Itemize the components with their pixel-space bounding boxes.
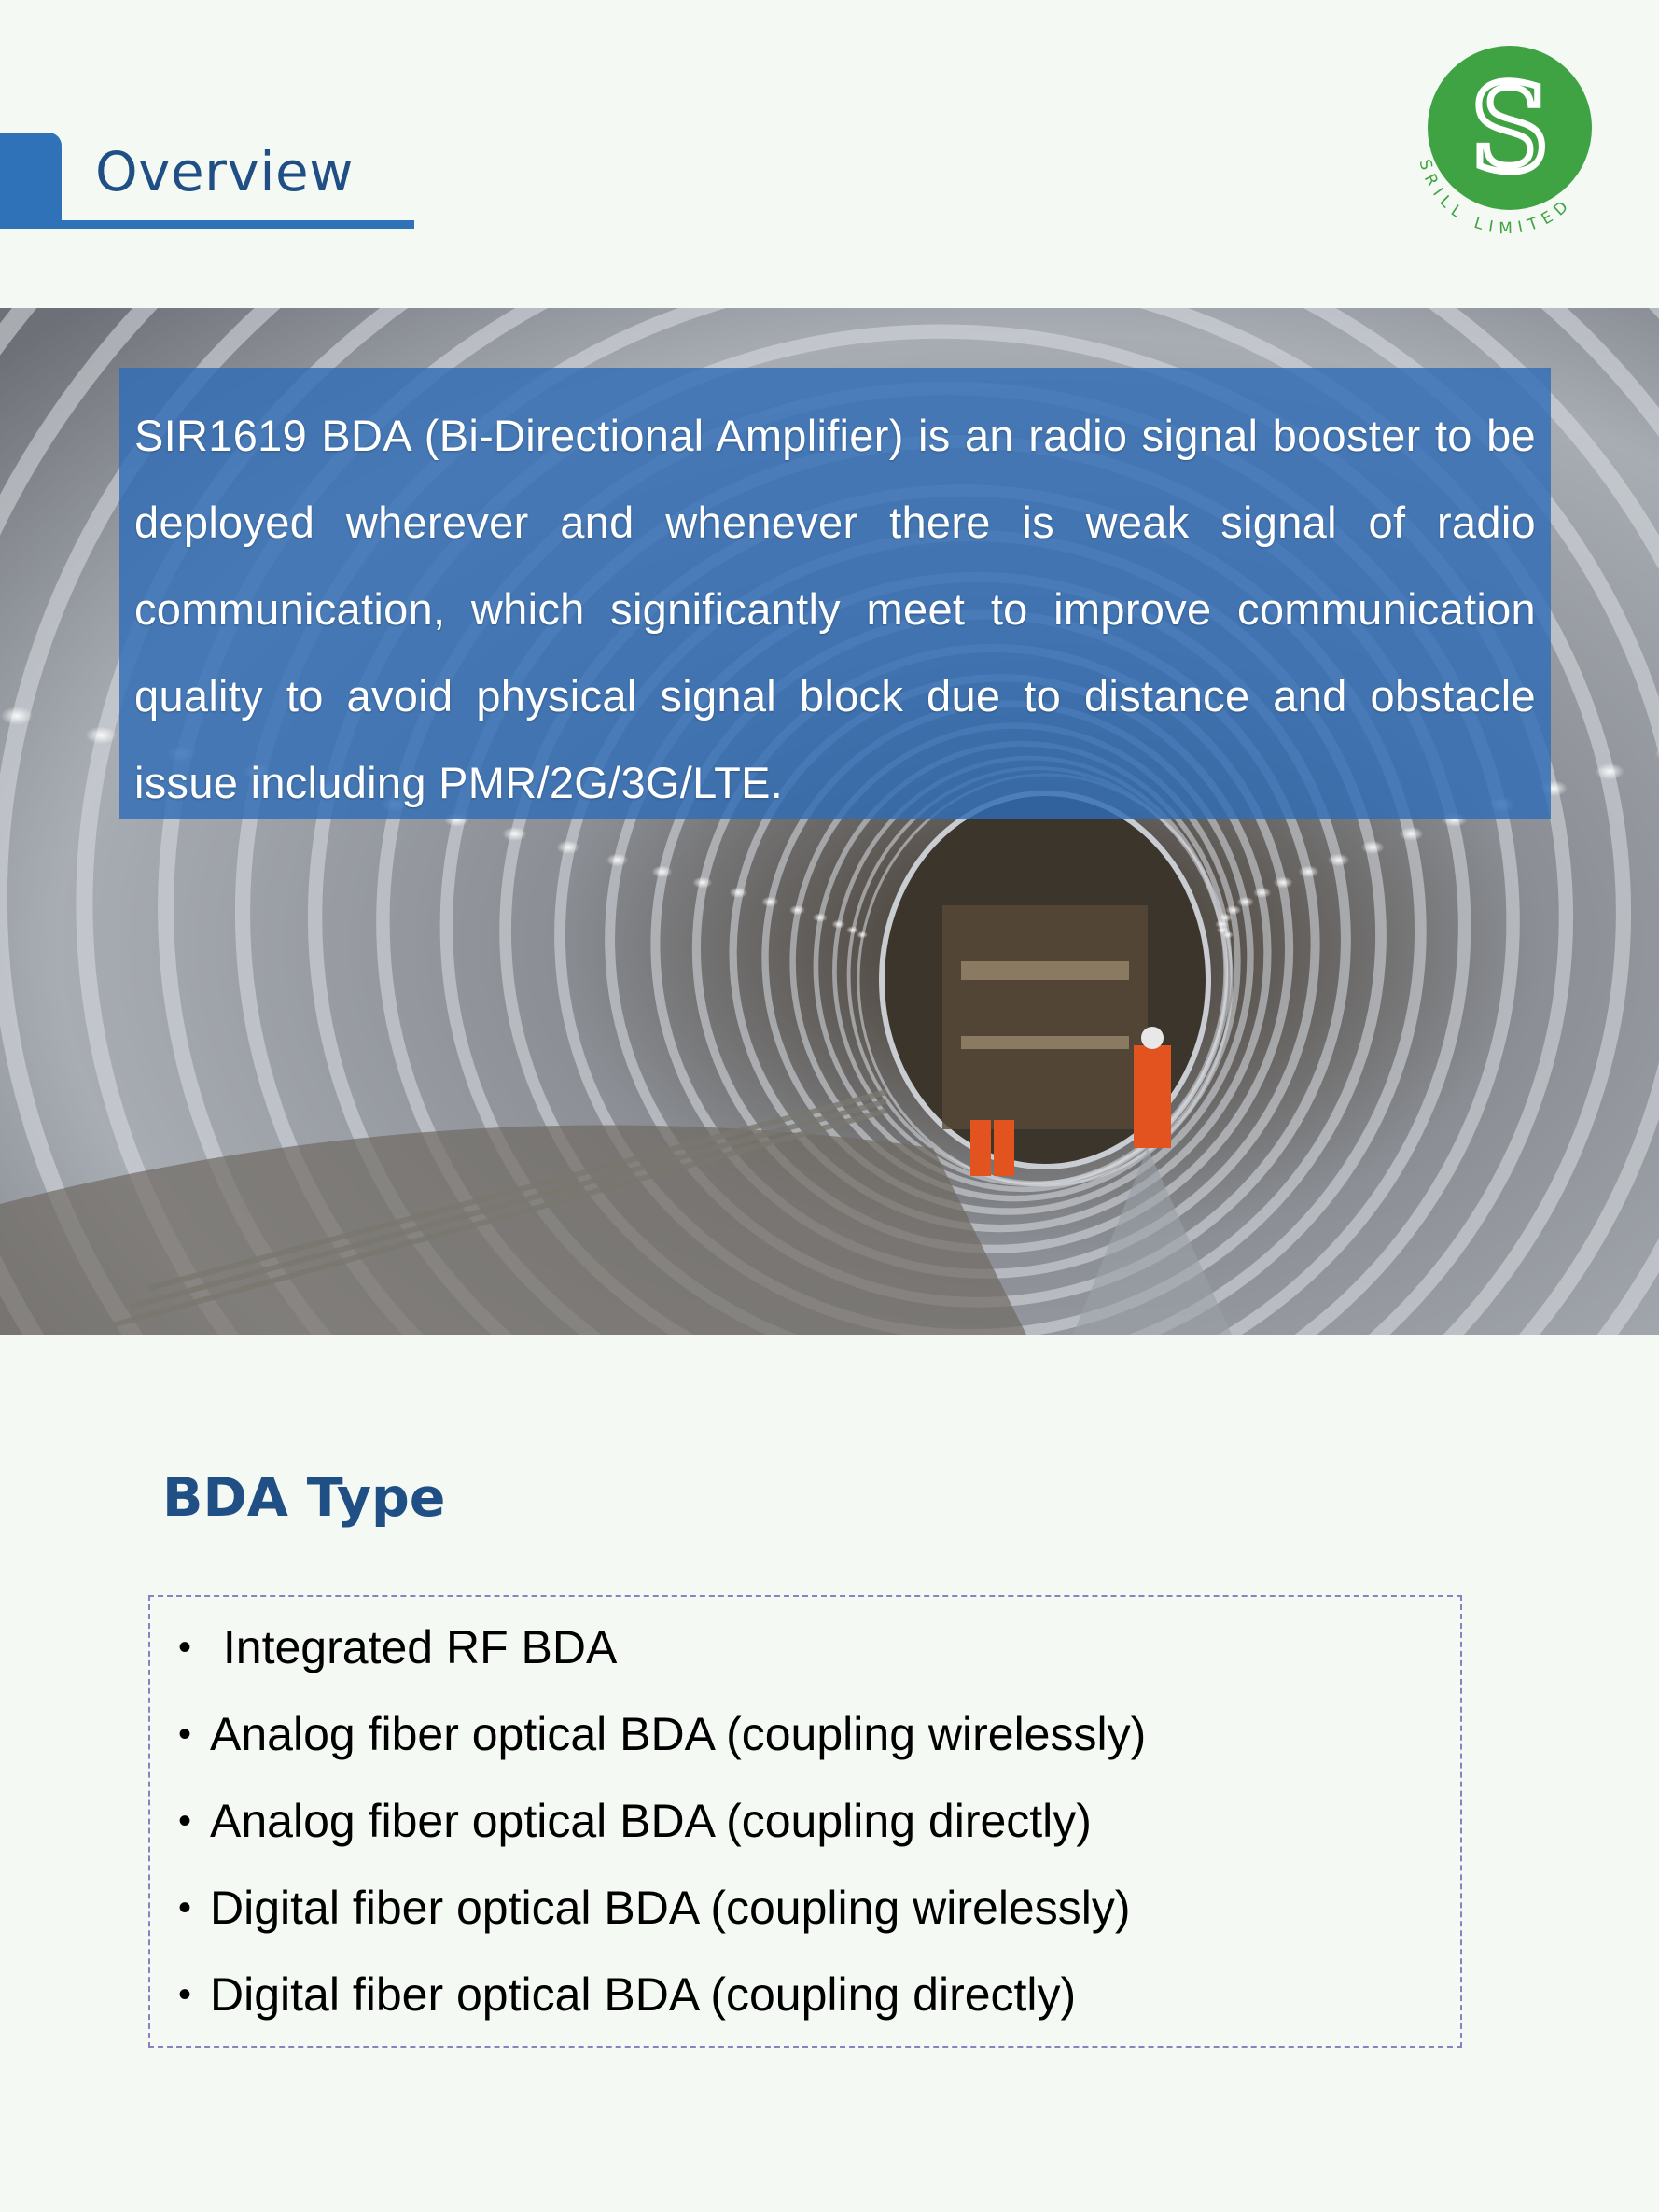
list-item <box>160 1793 1460 1880</box>
header-tab-accent <box>0 133 62 226</box>
srill-logo <box>1400 37 1614 252</box>
bullet: • <box>177 1627 191 1668</box>
bda-type-list <box>148 1595 1462 2048</box>
header-underline <box>0 220 414 229</box>
list-item <box>160 1880 1460 1967</box>
overview-description-box <box>119 368 1551 819</box>
overview-description: SIR1619 BDA (Bi-Directional Amplifier) is an radio signal booster to be deployed wherever and whenever there is weak signal of radio communication, which significantly meet to improve communication quality to avoid physical signal block due to distance and obstacle issue including PMR/2G/3G/LTE. <box>134 411 1536 807</box>
logo-ring-text: SRILL LIMITED <box>1415 157 1577 239</box>
bullet: • <box>177 1974 191 2015</box>
list-item-text: Digital fiber optical BDA (coupling directly) <box>210 1968 1077 2021</box>
list-item <box>160 1706 1460 1793</box>
bullet: • <box>177 1887 191 1928</box>
list-item-text: Analog fiber optical BDA (coupling directly) <box>210 1795 1092 1847</box>
bullet: • <box>177 1714 191 1755</box>
list-item-text: Digital fiber optical BDA (coupling wirelessly) <box>210 1882 1131 1934</box>
bda-type-title: BDA Type <box>162 1467 446 1529</box>
bullet: • <box>177 1800 191 1841</box>
logo-letter: S <box>1469 60 1551 199</box>
page-title: Overview <box>95 140 355 203</box>
tunnel-photo <box>0 308 1659 1335</box>
list-item-text: Analog fiber optical BDA (coupling wirelessly) <box>210 1708 1147 1760</box>
list-item <box>160 1619 1460 1706</box>
list-item <box>160 1967 1460 2053</box>
list-item-text: Integrated RF BDA <box>210 1621 618 1673</box>
